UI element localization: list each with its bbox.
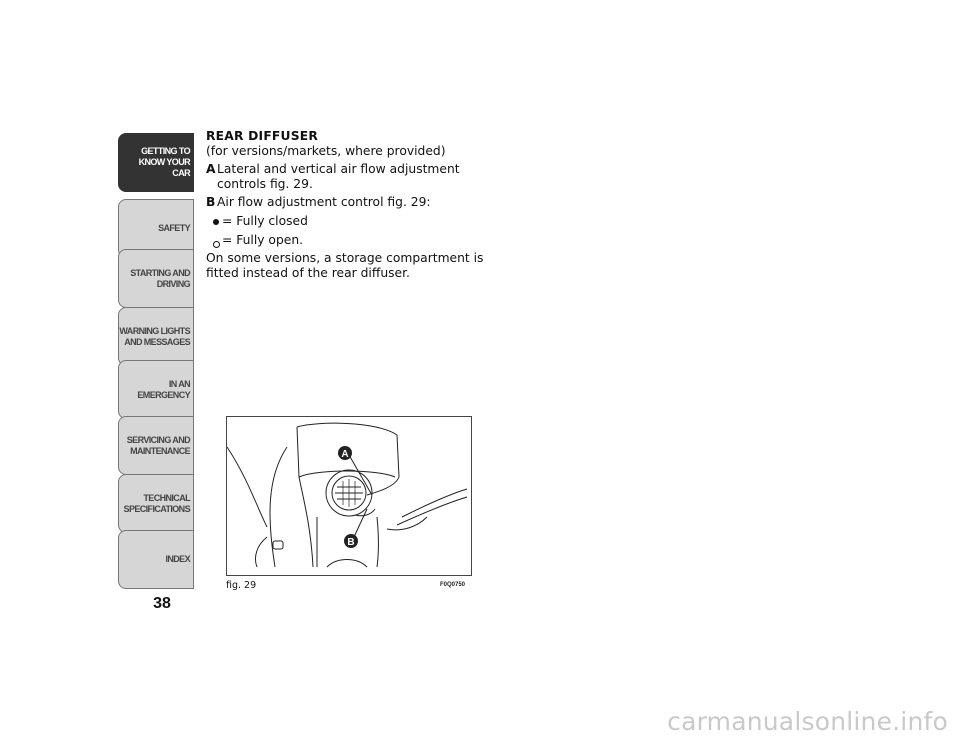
callout-a-label: A (341, 449, 349, 460)
callout-b (344, 534, 358, 548)
item-text-a: Lateral and vertical air flow adjustment controls fig. 29. (217, 162, 460, 191)
open-dot-icon (213, 241, 220, 248)
open-row (206, 233, 496, 248)
section-content (206, 129, 496, 281)
list-item-b (206, 195, 496, 210)
page-number: 38 (153, 595, 171, 612)
open-text: = Fully open. (222, 233, 304, 247)
figure-rear-diffuser (226, 416, 472, 576)
tab-safety[interactable]: SAFETY (118, 199, 194, 258)
tab-technical-specifications[interactable]: TECHNICAL SPECIFICATIONS (118, 474, 194, 533)
watermark: carmanualsonline.info (667, 707, 948, 736)
figure-caption: fig. 29 (226, 580, 257, 591)
tab-in-an-emergency[interactable]: IN AN EMERGENCY (118, 360, 194, 419)
closed-row (206, 214, 496, 229)
item-key-a: A (206, 162, 216, 176)
tab-getting-to-know-your-car[interactable]: GETTING TO KNOW YOUR CAR (118, 133, 194, 192)
callout-b-label: B (347, 537, 355, 548)
tab-warning-lights[interactable]: WARNING LIGHTS AND MESSAGES (118, 307, 194, 366)
callout-a (338, 446, 352, 460)
section-heading: REAR DIFFUSER (206, 129, 319, 143)
closed-text: = Fully closed (222, 214, 308, 228)
rear-diffuser-illustration (227, 417, 471, 575)
tab-servicing-and-maintenance[interactable]: SERVICING AND MAINTENANCE (118, 416, 194, 475)
section-subheading: (for versions/markets, where provided) (206, 144, 446, 158)
tab-starting-and-driving[interactable]: STARTING AND DRIVING (118, 249, 194, 308)
tab-index[interactable]: INDEX (118, 530, 194, 589)
list-item-a (206, 162, 496, 192)
filled-dot-icon (213, 219, 219, 225)
item-key-b: B (206, 195, 216, 209)
note-paragraph: On some versions, a storage compartment is fitted instead of the rear diffuser. (206, 251, 484, 280)
figure-code: F0Q0750 (440, 582, 466, 588)
item-text-b: Air flow adjustment control fig. 29: (217, 195, 431, 209)
